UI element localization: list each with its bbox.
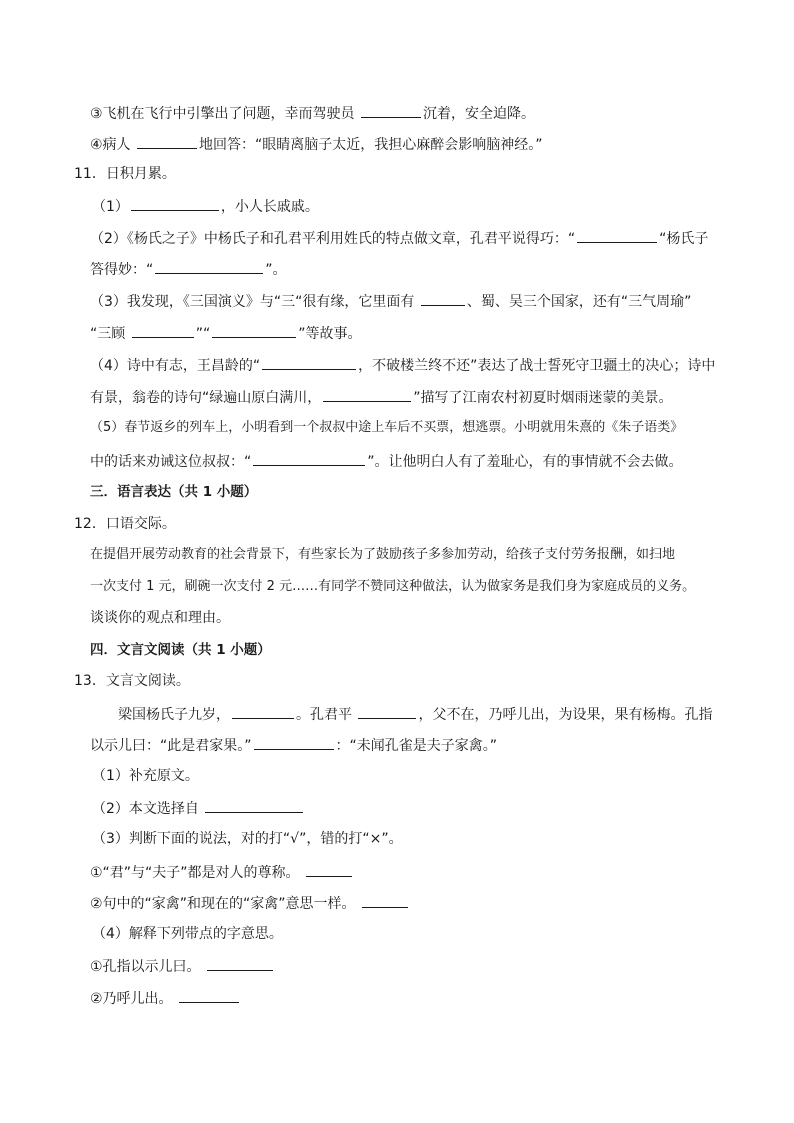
q13-title: 13．文言文阅读。 (74, 673, 190, 689)
answer-blank[interactable] (262, 355, 356, 370)
q11-part-2-line-2: 答得妙：“ ”。 (90, 259, 287, 279)
q11-part-5-line-2: 中的话来劝诫这位叔叔：“ ”。让他明白人有了羞耻心，有的事情就不会去做。 (90, 451, 683, 471)
q13-explain-2: ②乃呼儿出。 (90, 988, 241, 1008)
q10-item-4: ④病人 地回答：“眼睛离脑子太近，我担心麻醉会影响脑神经。” (90, 134, 543, 154)
q12-title: 12．口语交际。 (74, 516, 176, 532)
answer-blank[interactable] (212, 323, 296, 338)
q11-part-5-line-1: （5）春节返乡的列车上，小明看到一个叔叔中途上车后不买票，想逃票。小明就用朱熹的《朱子语类》 (90, 420, 684, 435)
q13-sub-3: （3）判断下面的说法，对的打“√”，错的打“×”。 (92, 831, 403, 847)
answer-blank[interactable] (179, 988, 239, 1003)
section-heading-classical-chinese: 四．文言文阅读（共 1 小题） (90, 642, 271, 658)
q11-part-2-line-1: （2）《杨氏之子》中杨氏子和孔君平利用姓氏的特点做文章，孔君平说得巧：“ “杨氏子 (90, 228, 708, 248)
answer-blank[interactable] (362, 893, 408, 908)
q13-explain-1: ①孔指以示儿曰。 (90, 956, 275, 976)
answer-blank[interactable] (137, 134, 197, 149)
q11-part-3-line-1: （3）我发现，《三国演义》与“三“很有缘，它里面有 、蜀、吴三个国家，还有“三气周瑜” (90, 291, 691, 311)
q13-judge-2: ②句中的“家禽”和现在的“家禽”意思一样。 (90, 893, 410, 913)
q11-title: 11．日积月累。 (74, 166, 176, 182)
answer-blank[interactable] (253, 451, 365, 466)
q12-text-line-3: 谈谈你的观点和理由。 (90, 610, 230, 626)
q13-sub-1: （1）补充原文。 (92, 768, 199, 784)
answer-blank[interactable] (232, 704, 294, 719)
q13-passage-line-1: 梁国杨氏子九岁， 。孔君平 ，父不在，乃呼儿出，为设果，果有杨梅。孔指 (118, 704, 712, 724)
q13-passage-line-2: 以示儿曰：“此是君家果。” ：“未闻孔雀是夫子家禽。” (90, 735, 497, 755)
q11-part-4-line-1: （4）诗中有志，王昌龄的“ ，不破楼兰终不还”表达了战士誓死守卫疆土的决心；诗中 (90, 355, 715, 375)
answer-blank[interactable] (577, 228, 657, 243)
q10-item-3: ③飞机在飞行中引擎出了问题，幸而驾驶员 沉着，安全迫降。 (90, 103, 535, 123)
section-heading-language-expression: 三．语言表达（共 1 小题） (90, 484, 258, 500)
answer-blank[interactable] (132, 323, 194, 338)
answer-blank[interactable] (323, 387, 411, 402)
answer-blank[interactable] (155, 259, 263, 274)
answer-blank[interactable] (205, 798, 303, 813)
q12-text-line-2: 一次支付 1 元，刷碗一次支付 2 元……有同学不赞同这种做法，认为做家务是我们身为家庭成员的义务。 (90, 579, 696, 594)
q13-sub-2: （2）本文选择自 (92, 798, 305, 818)
answer-blank[interactable] (358, 704, 416, 719)
q11-part-4-line-2: 有景，翁卷的诗句“绿遍山原白满川， ”描写了江南农村初夏时烟雨迷蒙的美景。 (90, 387, 673, 407)
answer-blank[interactable] (207, 956, 273, 971)
q12-text-line-1: 在提倡开展劳动教育的社会背景下，有些家长为了鼓励孩子多参加劳动，给孩子支付劳务报酬，如扫地 (90, 547, 676, 562)
answer-blank[interactable] (361, 103, 421, 118)
answer-blank[interactable] (421, 291, 465, 306)
answer-blank[interactable] (306, 862, 352, 877)
q13-sub-4: （4）解释下列带点的字意思。 (92, 926, 283, 942)
q11-part-1: （1） ，小人长戚戚。 (92, 196, 319, 216)
answer-blank[interactable] (131, 196, 219, 211)
q13-judge-1: ①“君”与“夫子”都是对人的尊称。 (90, 862, 354, 882)
answer-blank[interactable] (254, 735, 334, 750)
q11-part-3-line-2: “三顾 ”“ ”等故事。 (90, 323, 361, 343)
